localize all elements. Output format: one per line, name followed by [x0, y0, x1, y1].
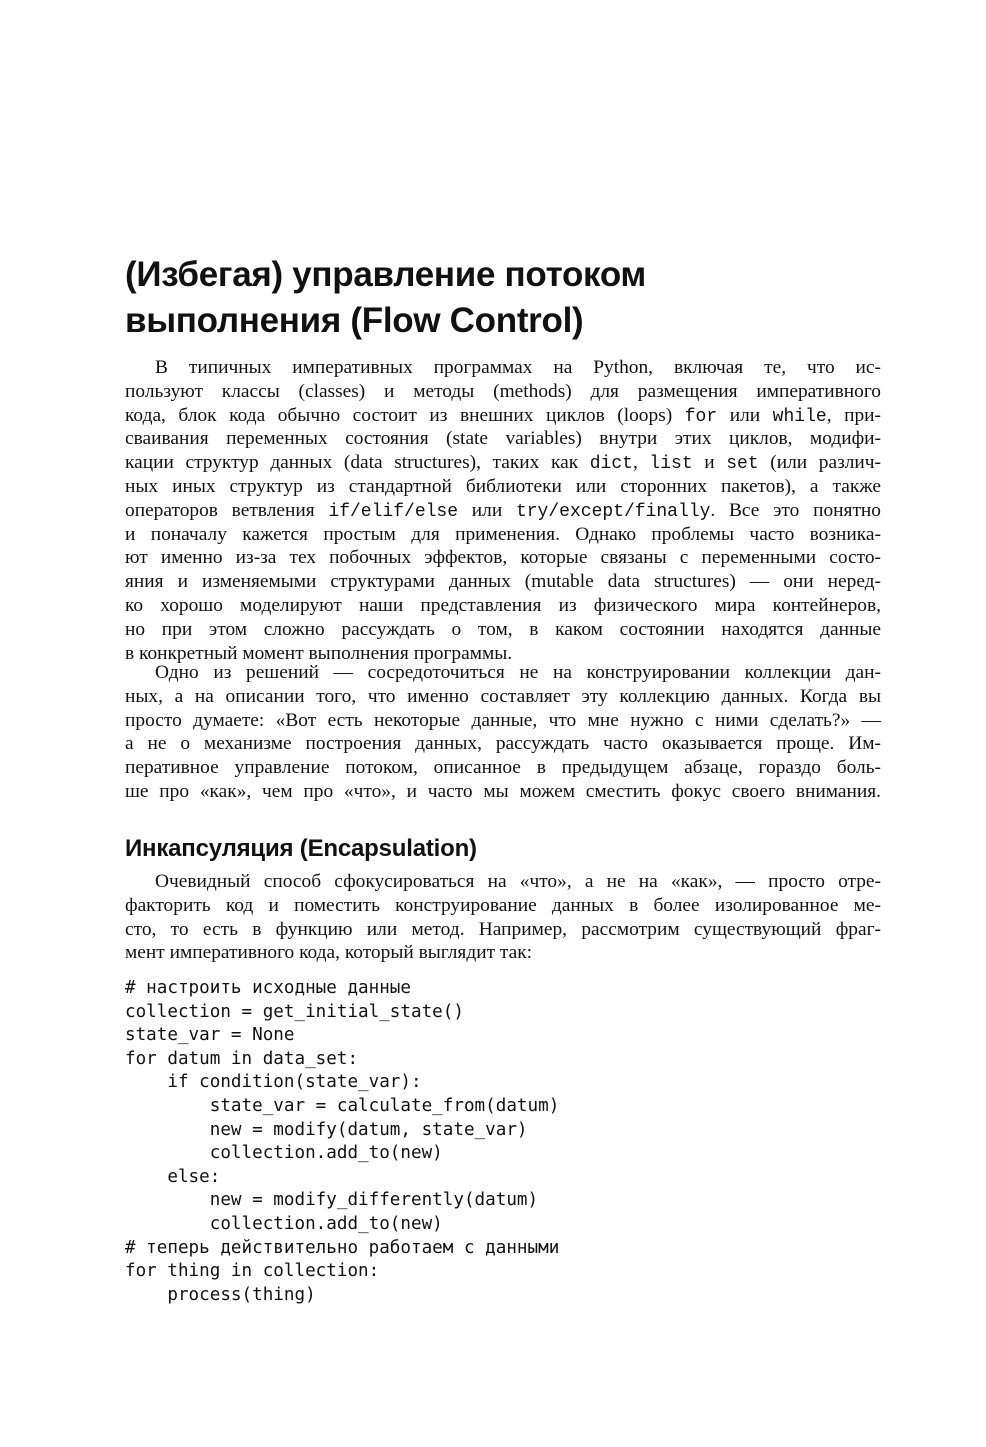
code-line: state_var = None — [125, 1025, 295, 1046]
code-line: process(thing) — [125, 1284, 316, 1305]
text-line: и поначалу кажется простым для применения. Однако проблемы часто возника- — [125, 523, 881, 545]
inline-code: dict — [589, 454, 633, 475]
text-line: просто думаете: «Вот есть некоторые данные, что мне нужно с ними сделать?» — — [125, 709, 881, 731]
text-line: а не о механизме построения данных, рассуждать часто оказывается проще. Им- — [125, 733, 881, 755]
inline-code: for — [684, 406, 718, 427]
text-line: сваивания переменных состояния (state variables) внутри этих циклов, модифи- — [125, 428, 881, 450]
section-title: Инкапсуляция (Encapsulation) — [125, 835, 477, 862]
text-line: Одно из решений — сосредоточиться не на конструировании коллекции дан- — [155, 662, 881, 683]
text-line: ных иных структур из стандартной библиотеки или сторонних пакетов), а также — [125, 475, 881, 497]
code-line: for datum in data_set: — [125, 1048, 359, 1069]
text-line: перативное управление потоком, описанное в предыдущем абзаце, гораздо боль- — [125, 757, 881, 779]
text-line: яния и изменяемыми структурами данных (mutable data structures) — они неред- — [125, 571, 881, 593]
text-line: ше про «как», чем про «что», и часто мы можем сместить фокус своего внимания. — [125, 780, 881, 802]
code-line: collection.add_to(new) — [125, 1213, 443, 1234]
inline-code: set — [726, 454, 759, 475]
text-line: но при этом сложно рассуждать о том, в каком состоянии находятся данные — [125, 618, 881, 640]
text-line: кации структур данных (data structures), таких как dict, list и set (или различ- — [125, 452, 881, 475]
code-line: if condition(state_var): — [125, 1072, 422, 1093]
chapter-title-line-2: выполнения (Flow Control) — [125, 301, 584, 340]
inline-code: try/except/finally — [515, 501, 711, 522]
code-line: collection.add_to(new) — [125, 1143, 443, 1164]
text-line: В типичных императивных программах на Python, включая те, что ис- — [155, 357, 881, 378]
code-line: new = modify_differently(datum) — [125, 1190, 539, 1211]
inline-code: if/elif/else — [328, 501, 459, 522]
text-line: операторов ветвления if/elif/else или try/except/finally. Все это понятно — [125, 499, 881, 522]
inline-code: while — [772, 406, 827, 427]
code-line: collection = get_initial_state() — [125, 1001, 464, 1022]
inline-code: list — [649, 454, 693, 475]
code-line: # теперь действительно работаем с данными — [125, 1237, 560, 1258]
text-line: ют именно из-за тех побочных эффектов, которые связаны с переменными состо- — [125, 547, 881, 569]
text-line: ко хорошо моделируют наши представления из физического мира контейнеров, — [125, 594, 881, 616]
text-line: ных, а на описании того, что именно составляет эту коллекцию данных. Когда вы — [125, 685, 881, 707]
code-line: state_var = calculate_from(datum) — [125, 1095, 560, 1116]
text-line: Очевидный способ сфокусироваться на «что», а не на «как», — просто отре- — [155, 871, 881, 892]
text-line: кода, блок кода обычно состоит из внешних циклов (loops) for или while, при- — [125, 404, 881, 427]
text-line: пользуют классы (classes) и методы (methods) для размещения императивного — [125, 380, 881, 402]
code-line: for thing in collection: — [125, 1261, 380, 1282]
intro-paragraph-1 — [125, 356, 881, 665]
text-line: факторить код и поместить конструирование данных в более изолированное ме- — [125, 894, 881, 916]
chapter-title — [125, 252, 881, 344]
code-line: # настроить исходные данные — [125, 978, 411, 998]
code-line: new = modify(datum, state_var) — [125, 1119, 528, 1140]
code-listing — [125, 977, 559, 1307]
text-line: в конкретный момент выполнения программы. — [125, 642, 513, 664]
code-line: else: — [125, 1166, 221, 1187]
section-paragraph-1 — [125, 870, 881, 965]
chapter-title-line-1: (Избегая) управление потоком — [125, 255, 647, 294]
intro-paragraph-2 — [125, 661, 881, 804]
text-line: сто, то есть в функцию или метод. Например, рассмотрим существующий фраг- — [125, 918, 881, 940]
text-line: мент императивного кода, который выглядит так: — [125, 942, 533, 964]
